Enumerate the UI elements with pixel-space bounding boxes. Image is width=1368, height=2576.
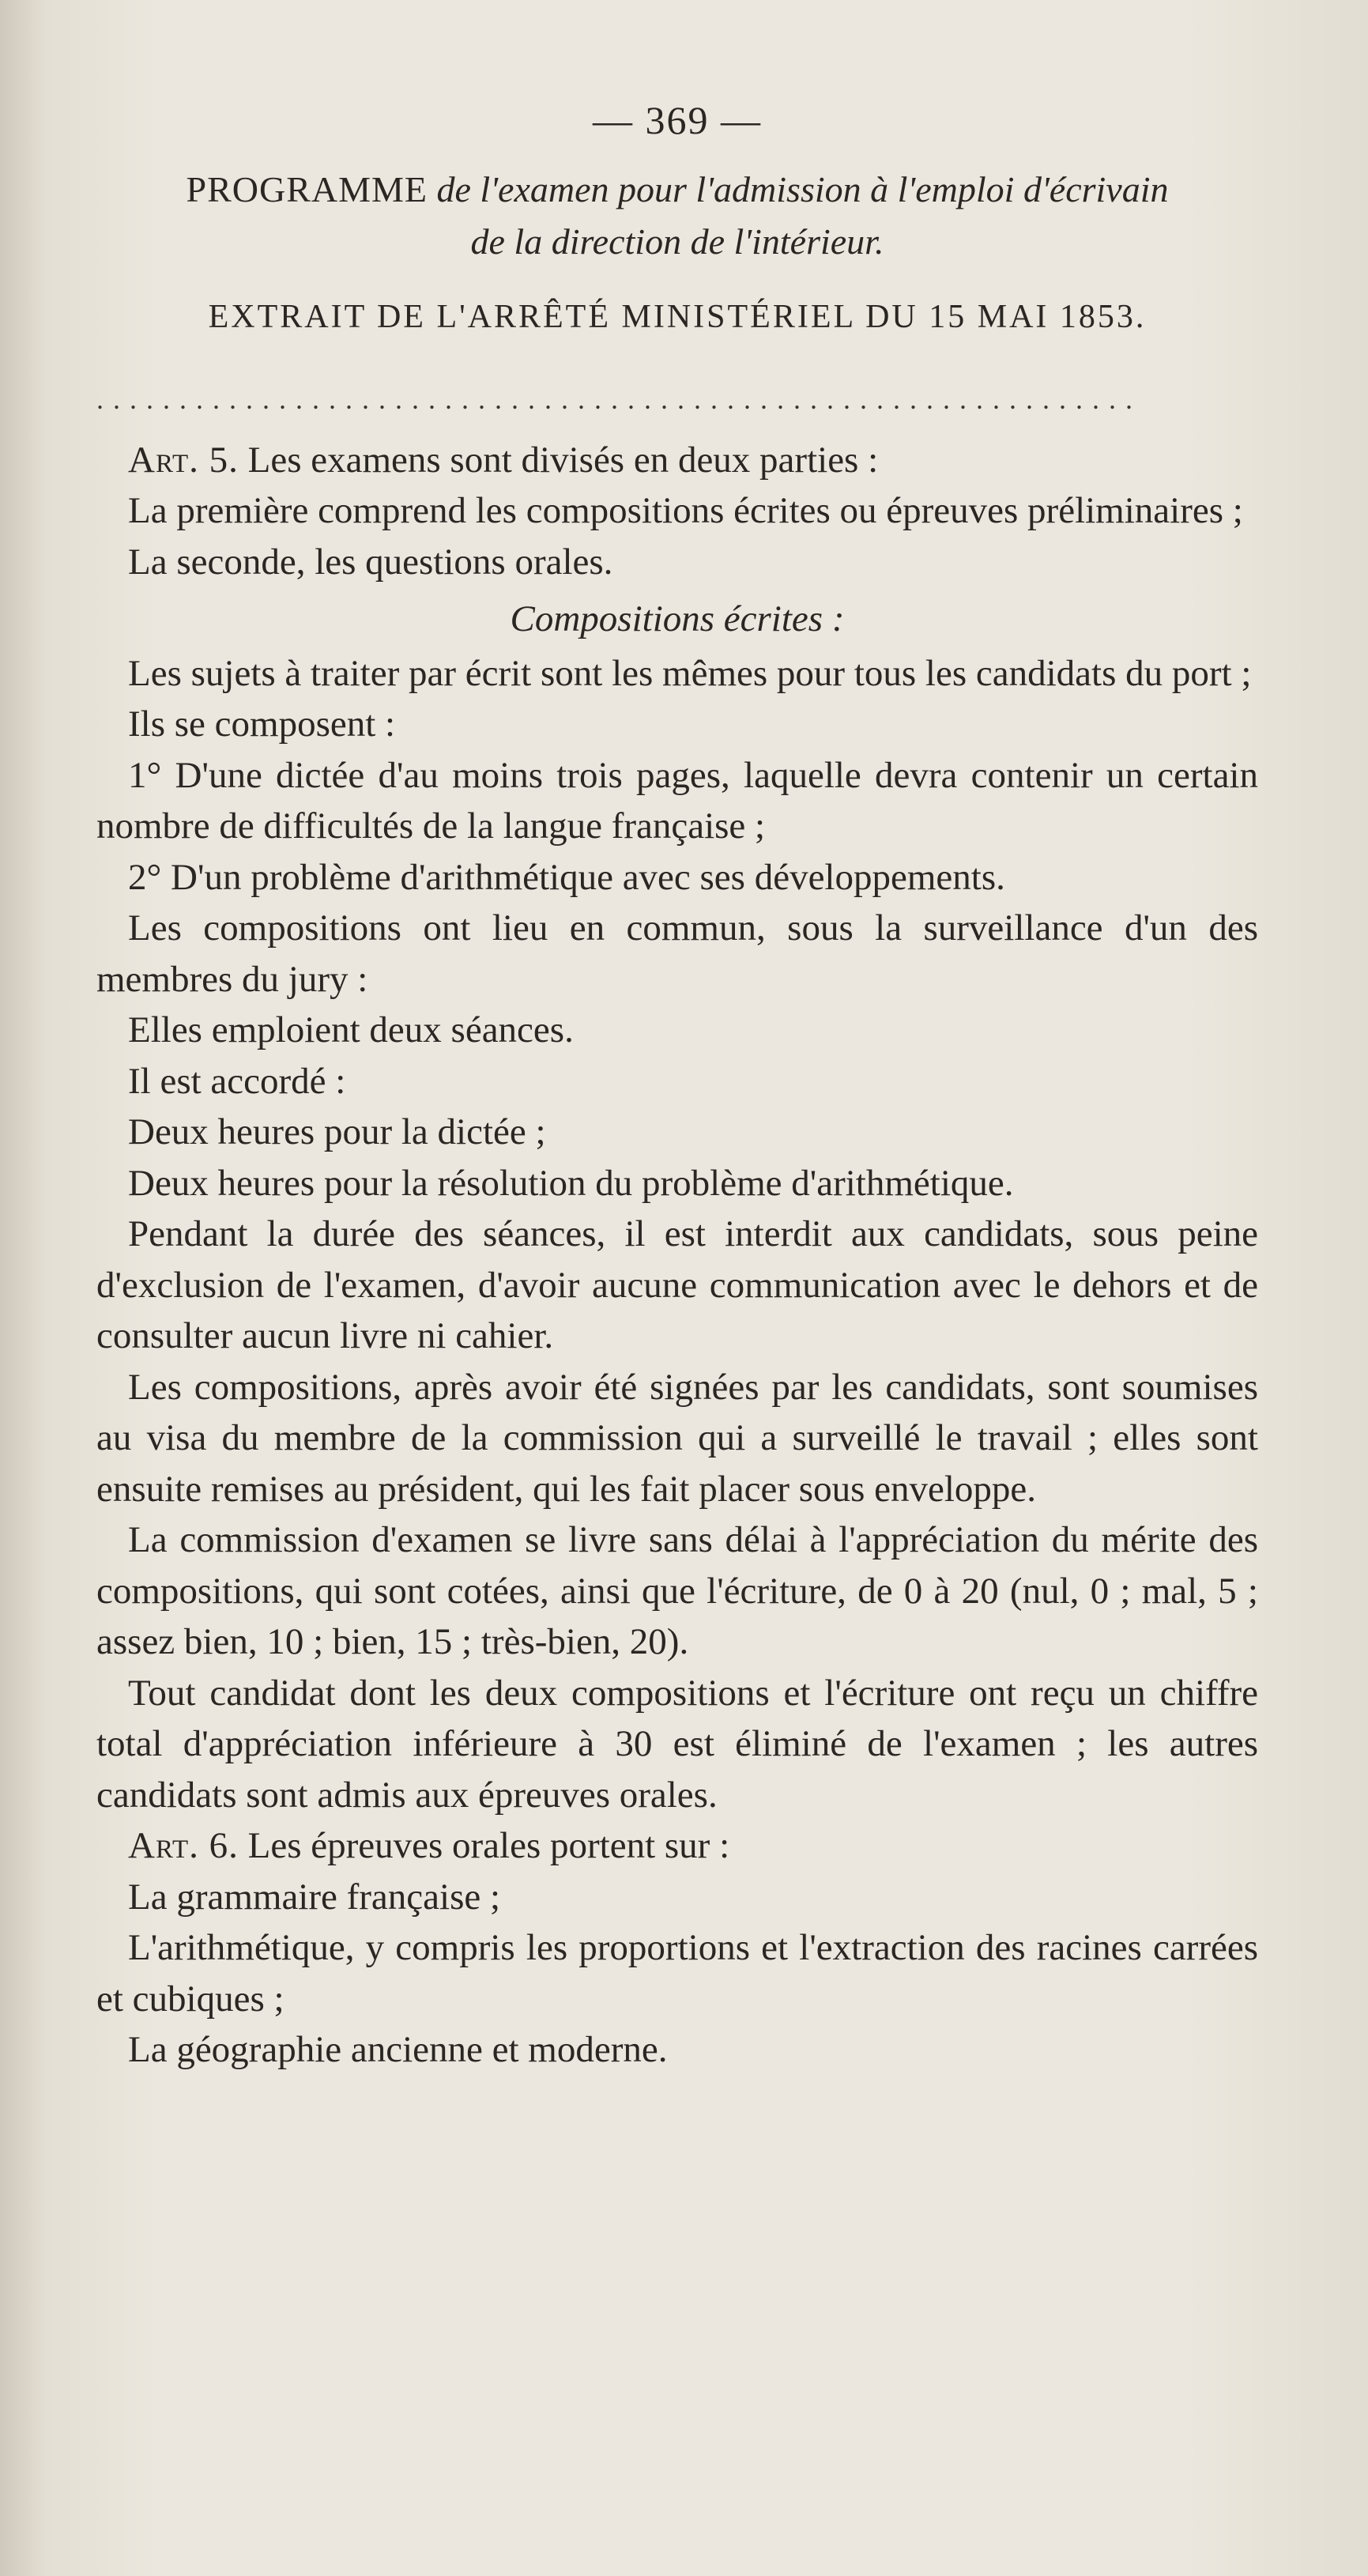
article-5 [96, 435, 1258, 486]
article-6-text: Les épreuves orales portent sur : [247, 1825, 730, 1866]
title-line1: de l'examen pour l'admission à l'emploi d'écrivain [436, 168, 1169, 209]
paragraph-sujets: Les sujets à traiter par écrit sont les mêmes pour tous les candidats du port ; [128, 652, 1252, 694]
article-6 [96, 1820, 1258, 1872]
paragraph-item-2: 2° D'un problème d'arithmétique avec ses développements. [128, 856, 1005, 898]
paragraph-commission: La commission d'examen se livre sans délai à l'appréciation du mérite des compositions, qui sont cotées, ainsi que l'écriture, de 0 à 20 (nul, 0 ; mal, 5 ; assez bien, 10 ; bien, 15 ; très-bien, 20). [96, 1519, 1258, 1662]
article-5-text: Les examens sont divisés en deux parties : [247, 439, 879, 481]
paragraph-lieu: Les compositions ont lieu en commun, sous la surveillance d'un des membres du jury : [96, 907, 1258, 1000]
extract-heading: EXTRAIT DE L'ARRÊTÉ MINISTÉRIEL DU 15 MAI 1853. [208, 298, 1147, 335]
page-number: — 369 — [593, 98, 762, 142]
paragraph-grammaire: La grammaire française ; [128, 1876, 501, 1918]
paragraph-pendant: Pendant la durée des séances, il est interdit aux candidats, sous peine d'exclusion de l'examen, d'avoir aucune communication avec le dehors et de consulter aucun livre ni cahier. [96, 1213, 1258, 1356]
compositions-heading: Compositions écrites : [510, 598, 845, 639]
paragraph-arithmetique: L'arithmétique, y compris les proportions et l'extraction des racines carrées et cubiques ; [96, 1927, 1258, 2020]
paragraph-accorde: Il est accordé : [128, 1060, 346, 1102]
paragraph-signees: Les compositions, après avoir été signées par les candidats, sont soumises au visa du membre de la commission qui a surveillé le travail ; elles sont ensuite remises au président, qui les fait placer sous enveloppe. [96, 1366, 1258, 1510]
title-caps: PROGRAMME [186, 168, 428, 209]
paragraph-probleme: Deux heures pour la résolution du problème d'arithmétique. [128, 1162, 1014, 1204]
article-5-label: Art. 5. [128, 439, 239, 481]
paragraph-premiere: La première comprend les compositions écrites ou épreuves préliminaires ; [128, 490, 1243, 531]
paragraph-seconde: La seconde, les questions orales. [128, 541, 613, 583]
paragraph-seances: Elles emploient deux séances. [128, 1009, 574, 1050]
paragraph-ils: Ils se composent : [128, 703, 396, 745]
article-6-label: Art. 6. [128, 1825, 239, 1866]
ellipsis-divider: ............................................................... [96, 383, 1142, 415]
document-title [112, 164, 1242, 268]
paragraph-item-1: 1° D'une dictée d'au moins trois pages, laquelle devra contenir un certain nombre de difficultés de la langue française ; [96, 754, 1258, 847]
title-line2: de la direction de l'intérieur. [470, 221, 884, 262]
page-text-block [96, 95, 1258, 2076]
paragraph-dictee: Deux heures pour la dictée ; [128, 1111, 546, 1152]
paragraph-candidat: Tout candidat dont les deux compositions et l'écriture ont reçu un chiffre total d'appréciation inférieure à 30 est éliminé de l'examen ; les autres candidats sont admis aux épreuves orales. [96, 1672, 1258, 1816]
paragraph-geographie: La géographie ancienne et moderne. [128, 2029, 668, 2070]
